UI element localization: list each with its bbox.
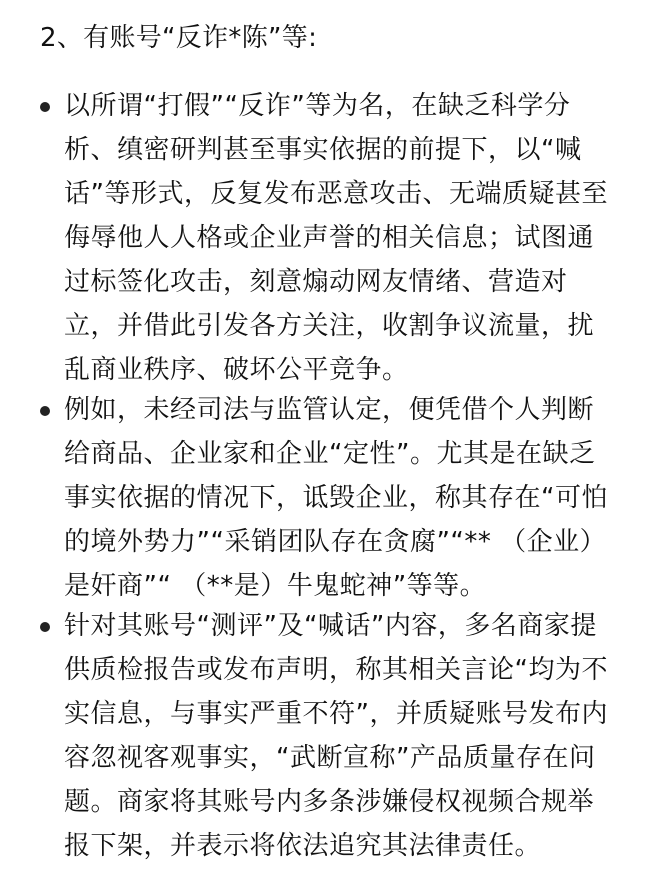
bullet-icon <box>40 406 50 416</box>
paragraph-line: 事实依据的情况下，诋毁企业，称其存在“可怕 <box>64 483 608 513</box>
paragraph-line: 实信息，与事实严重不符”，并质疑账号发布内 <box>64 699 608 729</box>
bullet-icon <box>40 102 50 112</box>
paragraph-line: 的境外势力”“采销团队存在贪腐”“** （企业） <box>64 527 607 557</box>
paragraph-line: 话”等形式，反复发布恶意攻击、无端质疑甚至 <box>64 179 608 209</box>
paragraph-line: 以所谓“打假”“反诈”等为名，在缺乏科学分 <box>64 91 571 121</box>
paragraph-line: 容忽视客观事实，“武断宣称”产品质量存在问 <box>64 743 596 773</box>
section-heading: 2、有账号“反诈*陈”等: <box>40 23 318 53</box>
paragraph-line: 题。商家将其账号内多条涉嫌侵权视频合规举 <box>64 787 595 817</box>
paragraph-line: 侮辱他人人格或企业声誉的相关信息；试图通 <box>64 223 595 253</box>
paragraph-line: 报下架，并表示将依法追究其法律责任。 <box>64 831 542 861</box>
paragraph-line: 乱商业秩序、破坏公平竞争。 <box>64 355 409 385</box>
paragraph-line: 供质检报告或发布声明，称其相关言论“均为不 <box>64 655 608 685</box>
paragraph-line: 例如，未经司法与监管认定，便凭借个人判断 <box>64 395 595 425</box>
paragraph-line: 针对其账号“测评”及“喊话”内容，多名商家提 <box>64 611 597 641</box>
paragraph-line: 立，并借此引发各方关注，收割争议流量，扰 <box>64 311 595 341</box>
paragraph-line: 过标签化攻击，刻意煽动网友情绪、营造对 <box>64 267 568 297</box>
paragraph-line: 是奸商”“ （**是）牛鬼蛇神”等等。 <box>64 571 487 601</box>
bullet-icon <box>40 622 50 632</box>
paragraph-line: 给商品、企业家和企业“定性”。尤其是在缺乏 <box>64 439 596 469</box>
paragraph-line: 析、缜密研判甚至事实依据的前提下，以“喊 <box>64 135 582 165</box>
